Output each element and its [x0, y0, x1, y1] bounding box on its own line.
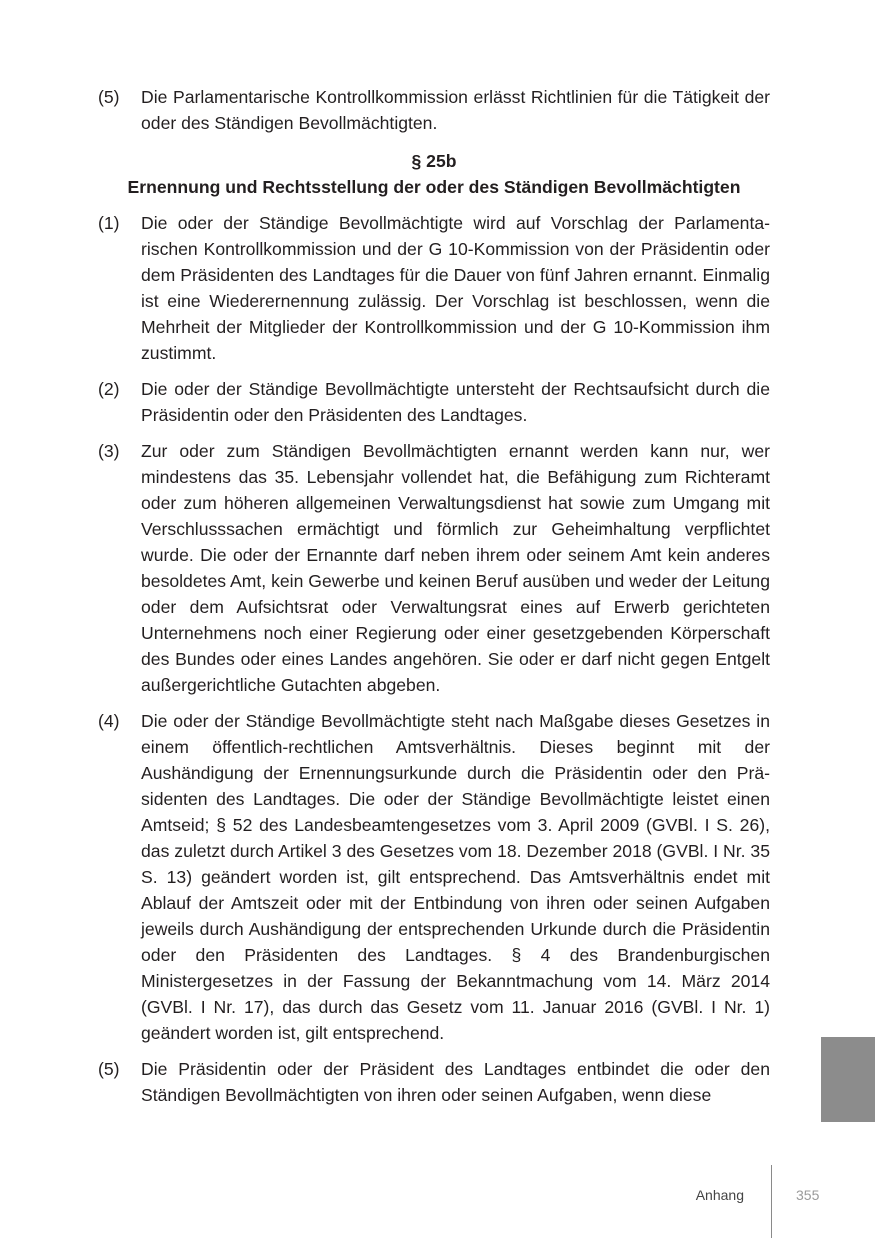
- paragraph-number: (5): [98, 1059, 120, 1079]
- paragraph-number: (4): [98, 711, 120, 731]
- paragraph-number: (5): [98, 87, 120, 107]
- paragraph-number: (1): [98, 213, 120, 233]
- chapter-thumb-tab: [821, 1037, 875, 1122]
- paragraph-2: [98, 376, 770, 428]
- intro-paragraph: [98, 84, 770, 136]
- page-body: [98, 84, 770, 1118]
- paragraph-text: Zur oder zum Ständigen Bevollmächtigten ernannt werden kann nur, wer mindestens das 35. Lebensjahr vollendet hat, die Befähigung zum Richteramt oder zum höheren allgemeinen Verwaltungsdienst hat sowie zum Umgang mit Verschlusssachen ermächtigt und förmlich zur Geheimhaltung verpflichtet wurde. Die oder der Ernannte darf neben ihrem oder seinem Amt kein anderes besoldetes Amt, kein Gewerbe und keinen Beruf ausüben und weder der Leitung oder dem Aufsichtsrat oder Verwaltungsrat eines auf Erwerb gerichteten Unternehmens noch einer Regierung oder einer gesetzgebenden Körperschaft des Bundes oder eines Landes angehören. Sie oder er darf nicht gegen Entgelt außergerichtliche Gutachten abgeben.: [141, 441, 770, 695]
- paragraph-1: [98, 210, 770, 366]
- paragraph-text: Die oder der Ständige Bevollmächtigte untersteht der Rechtsaufsicht durch die Präsidentin oder den Präsidenten des Landtages.: [141, 379, 770, 425]
- paragraph-number: (3): [98, 441, 120, 461]
- paragraph-number: (2): [98, 379, 120, 399]
- section-title: Ernennung und Rechtsstellung der oder des Ständigen Bevollmächtigten: [127, 177, 741, 197]
- footer-divider: [771, 1165, 772, 1238]
- paragraph-text: Die oder der Ständige Bevollmächtigte steht nach Maßgabe dieses Gesetzes in einem öffentlich-rechtlichen Amtsverhältnis. Dieses beginnt mit der Aushändigung der Ernennungsurkunde durch die Präsidentin oder den Präsidenten des Landtages. Die oder der Ständige Bevollmächtigte leistet einen Amtseid; § 52 des Landesbeamtengesetzes vom 3. April 2009 (GVBl. I S. 26), das zuletzt durch Artikel 3 des Gesetzes vom 18. Dezember 2018 (GVBl. I Nr. 35 S. 13) geändert worden ist, gilt entsprechend. Das Amtsverhältnis endet mit Ablauf der Amtszeit oder mit der Entbindung von ihren oder seinen Aufgaben jeweils durch Aushändigung der entsprechenden Urkunde durch die Präsidentin oder den Präsidenten des Landtages. § 4 des Brandenburgischen Ministergesetzes in der Fassung der Bekanntmachung vom 14. März 2014 (GVBl. I Nr. 17), das durch das Gesetz vom 11. Januar 2016 (GVBl. I Nr. 1) geändert worden ist, gilt entsprechend.: [141, 711, 770, 1043]
- paragraph-4: [98, 708, 770, 1046]
- paragraph-5: [98, 1056, 770, 1108]
- paragraph-text: Die Parlamentarische Kontrollkommission erlässt Richtlinien für die Tätigkeit der oder des Ständigen Bevollmächtigten.: [141, 87, 770, 133]
- page-number: 355: [796, 1187, 820, 1203]
- paragraph-3: [98, 438, 770, 698]
- section-number: § 25b: [411, 151, 457, 171]
- footer-section-label: Anhang: [695, 1187, 744, 1203]
- paragraph-text: Die oder der Ständige Bevollmächtigte wird auf Vorschlag der Parlamentarischen Kontrollkommission und der G 10-Kommission von der Präsidentin oder dem Präsidenten des Landtages für die Dauer von fünf Jahren ernannt. Einmalig ist eine Wiederernennung zulässig. Der Vorschlag ist beschlossen, wenn die Mehrheit der Mitglieder der Kontrollkommission und der G 10-Kommission ihm zustimmt.: [141, 213, 770, 363]
- paragraph-text: Die Präsidentin oder der Präsident des Landtages entbindet die oder den Ständigen Bevollmächtigten von ihren oder seinen Aufgaben, wenn diese: [141, 1059, 770, 1105]
